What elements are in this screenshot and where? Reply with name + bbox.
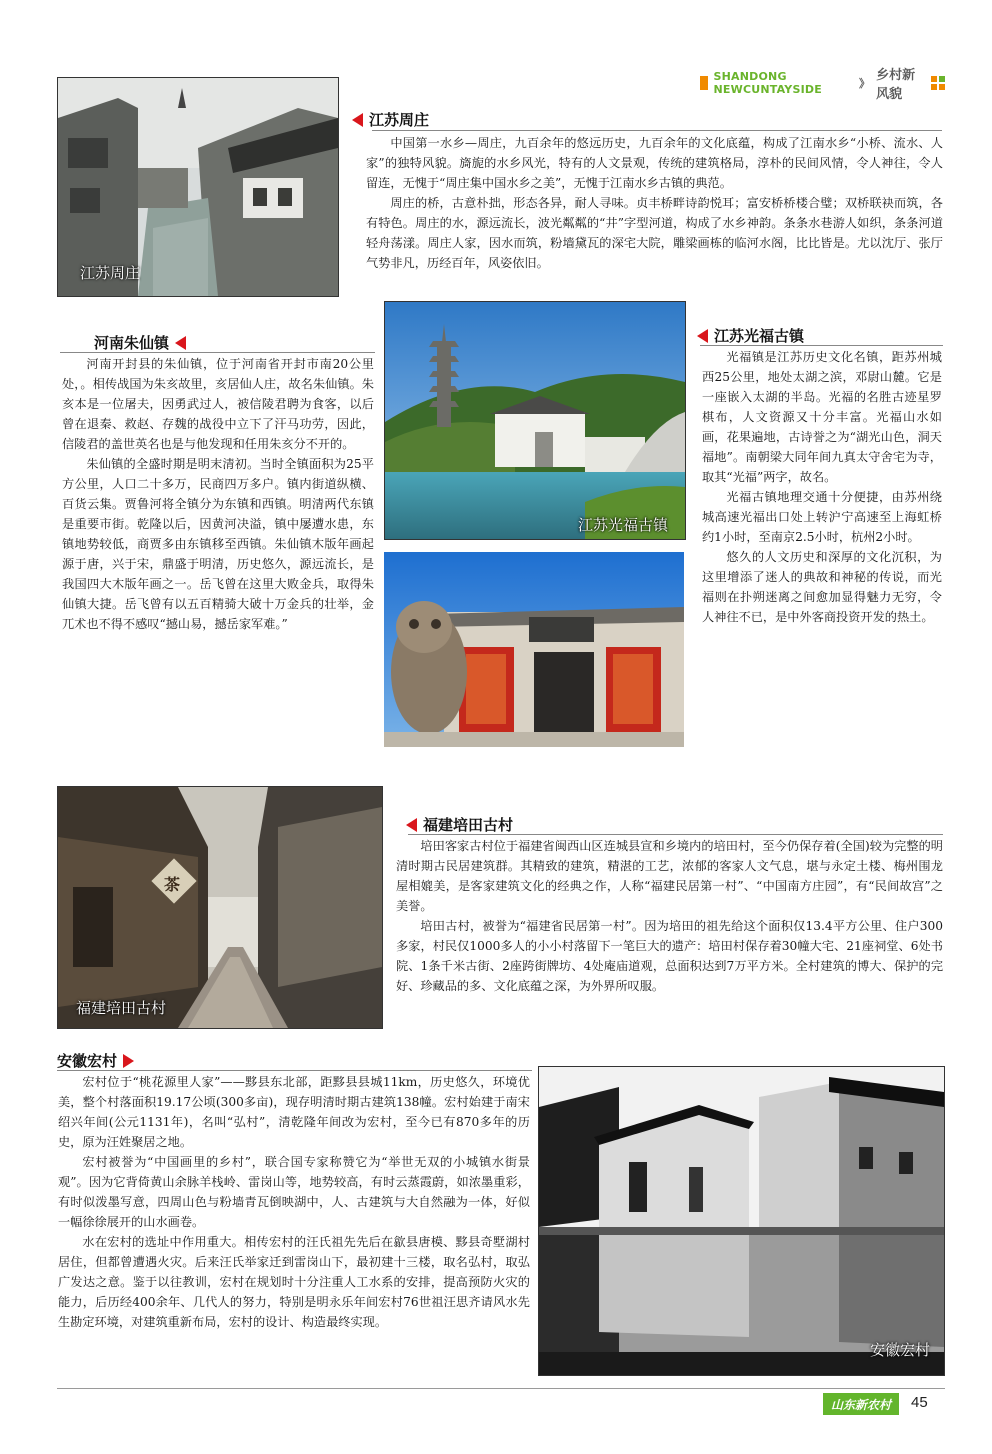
- title-underline: [372, 130, 942, 131]
- paragraph: 水在宏村的选址中作用重大。相传宏村的汪氏祖先先后在歙县唐模、黟县奇墅湖村居住，但都曾遭遇火灾。后来汪氏举家迁到雷岗山下，最初建十三楼，取名弘村，取弘广发达之意。鉴于以往教训，宏村在规划时十分注重人工水系的安排，提高预防火灾的能力，后历经400余年、几代人的努力，特别是明永乐年间宏村76世祖汪思齐请风水先生勘定环境，对建筑重新布局，宏村的设计、构造最终实现。: [58, 1235, 530, 1329]
- zhouzhuang-photo: [57, 77, 339, 297]
- hongcun-title: [57, 1050, 134, 1071]
- hongcun-caption: 安徽宏村: [870, 1341, 931, 1359]
- guangfu-body: [702, 347, 942, 627]
- peitian-photo: [57, 786, 383, 1029]
- title-underline: [700, 345, 943, 346]
- hongcun-body: [58, 1072, 530, 1332]
- tea-sign: 茶: [164, 875, 181, 894]
- paragraph: 光福古镇地理交通十分便捷，由苏州绕城高速光福出口处上转沪宁高速至上海虹桥约1小时，至南京2.5小时，杭州2小时。: [702, 490, 942, 544]
- paragraph: 宏村被誉为“中国画里的乡村”，联合国专家称赞它为“举世无双的小城镇水街景观”。因为它背倚黄山余脉羊栈岭、雷岗山等，地势较高，有时云蒸霞蔚，如浓墨重彩，有时似泼墨写意，四周山色与粉墙青瓦倒映湖中，人、古建筑与大自然融为一体，好似一幅徐徐展开的山水画卷。: [58, 1155, 530, 1229]
- zhuxian-title-text: 河南朱仙镇: [94, 334, 170, 352]
- guangfu-gate-photo: [384, 552, 684, 747]
- guangfu-title-text: 江苏光福古镇: [714, 327, 805, 345]
- magazine-header: [700, 68, 945, 102]
- header-dots-icon: [931, 76, 945, 90]
- red-arrow-left-icon: [697, 329, 708, 343]
- red-arrow-right-icon: [123, 1054, 134, 1068]
- paragraph: 河南开封县的朱仙镇，位于河南省开封市南20公里处，。相传战国为朱亥故里，亥居仙人庄，故名朱仙镇。朱亥本是一位屠夫，因勇武过人，被信陵君聘为食客，以后曾在退秦、救赵、存魏的战役中立下了汗马功劳，因此，信陵君的盖世英名也是与他发现和任用朱亥分不开的。: [62, 357, 374, 451]
- paragraph: 中国第一水乡—周庄，九百余年的悠远历史，九百余年的文化底蕴，构成了江南水乡“小桥、流水、人家”的独特风貌。旖旎的水乡风光，特有的人文景观，传统的建筑格局，淳朴的民间风情，令人神往，令人留连，无愧于“周庄集中国水乡之美”，无愧于江南水乡古镇的典范。: [366, 136, 943, 190]
- paragraph: 培田客家古村位于福建省闽西山区连城县宣和乡境内的培田村，至今仍保存着(全国)较为完整的明清时期古民居建筑群。其精致的建筑，精湛的工艺，浓郁的客家人文气息，堪与永定土楼、梅州围龙屋相媲美，是客家建筑文化的经典之作，人称“福建民居第一村”、“中国南方庄园”，有“民间故宫”之美誉。: [396, 839, 943, 913]
- footer-divider: [57, 1388, 945, 1389]
- header-english: SHANDONG NEWCUNTAYSIDE: [713, 70, 822, 96]
- peitian-title-text: 福建培田古村: [423, 816, 514, 834]
- title-underline: [60, 352, 375, 353]
- zhouzhuang-caption: 江苏周庄: [80, 264, 141, 282]
- zhouzhuang-body: [366, 133, 943, 273]
- title-underline: [57, 1070, 532, 1071]
- zhuxian-title: [94, 332, 186, 353]
- red-arrow-left-icon: [406, 818, 417, 832]
- red-arrow-left-icon: [175, 336, 186, 350]
- peitian-caption: 福建培田古村: [76, 999, 167, 1017]
- paragraph: 光福镇是江苏历史文化名镇，距苏州城西25公里，地处太湖之滨，邓尉山麓。它是一座嵌入太湖的半岛。光福的名胜古迹星罗棋布，人文资源又十分丰富。光福山水如画，花果遍地，古诗誉之为“湖光山色，洞天福地”。南朝梁大同年间九真太守舍宅为寺，取其“光福”两字，故名。: [702, 350, 942, 484]
- title-underline: [408, 834, 943, 835]
- guangfu-caption: 江苏光福古镇: [578, 516, 669, 534]
- paragraph: 周庄的桥，古意朴拙，形态各异，耐人寻味。贞丰桥畔诗韵悦耳；富安桥桥楼合璧；双桥联袂而筑，各有特色。周庄的水，源远流长，波光粼粼的“井”字型河道，构成了水乡神韵。条条水巷游人如织，条条河道轻舟荡漾。周庄人家，因水而筑，粉墙黛瓦的深宅大院，雕梁画栋的临河水阁，比比皆是。尤以沈厅、张厅气势非凡，历经百年，风姿依旧。: [366, 196, 943, 270]
- footer-brand: 山东新农村: [823, 1393, 899, 1415]
- hongcun-title-text: 安徽宏村: [57, 1052, 118, 1070]
- peitian-body: [396, 836, 943, 996]
- paragraph: 培田古村，被誉为“福建省民居第一村”。因为培田的祖先给这个面积仅13.4平方公里、住户300多家，村民仅1000多人的小小村落留下一笔巨大的遗产：培田村保存着30幢大宅、21座祠堂、6处书院、1条千米古街、2座跨街牌坊、4处庵庙道观，总面积达到7万平方米。全村建筑的博大、保护的完好、珍藏品的多、文化底蕴之深，为外界所叹服。: [396, 919, 943, 993]
- zhouzhuang-title: [352, 109, 429, 130]
- zhuxian-body: [62, 354, 374, 634]
- header-chinese: 乡村新风貌: [876, 68, 916, 102]
- orange-square-icon: [700, 76, 708, 90]
- peitian-title: [406, 814, 513, 835]
- paragraph: 悠久的人文历史和深厚的文化沉积，为这里增添了迷人的典故和神秘的传说，而光福则在扑朔迷离之间愈加显得魅力无穷，令人神往不已，是中外客商投资开发的热土。: [702, 550, 942, 624]
- hongcun-photo: [538, 1066, 945, 1376]
- paragraph: 宏村位于“桃花源里人家”——黟县东北部，距黟县县城11km，历史悠久，环境优美，整个村落面积19.17公顷(300多亩)，现存明清时期古建筑138幢。宏村始建于南宋绍兴年间(公元1131年)，名叫“弘村”，清乾隆年间改为宏村，至今已有870多年的历史，原为汪姓聚居之地。: [58, 1075, 530, 1149]
- guangfu-photo: [384, 301, 686, 540]
- guangfu-title: [697, 325, 804, 346]
- page-number: 45: [911, 1394, 928, 1411]
- paragraph: 朱仙镇的全盛时期是明末清初。当时全镇面积为25平方公里，人口二十多万，民商四万多户。镇内街道纵横、百货云集。贾鲁河将全镇分为东镇和西镇。明清两代东镇是重要市街。乾隆以后，因黄河决溢，镇中屡遭水患，东镇地势较低，商贾多由东镇移至西镇。朱仙镇木版年画起源于唐，兴于宋，鼎盛于明清，历史悠久，源远流长，是我国四大木版年画之一。岳飞曾在这里大败金兵，取得朱仙镇大捷。岳飞曾有以五百精骑大破十万金兵的壮举，金兀术也不得不感叹“撼山易，撼岳家军难。”: [62, 457, 374, 631]
- zhouzhuang-title-text: 江苏周庄: [369, 111, 430, 129]
- header-separator: 》: [858, 77, 871, 90]
- red-arrow-left-icon: [352, 113, 363, 127]
